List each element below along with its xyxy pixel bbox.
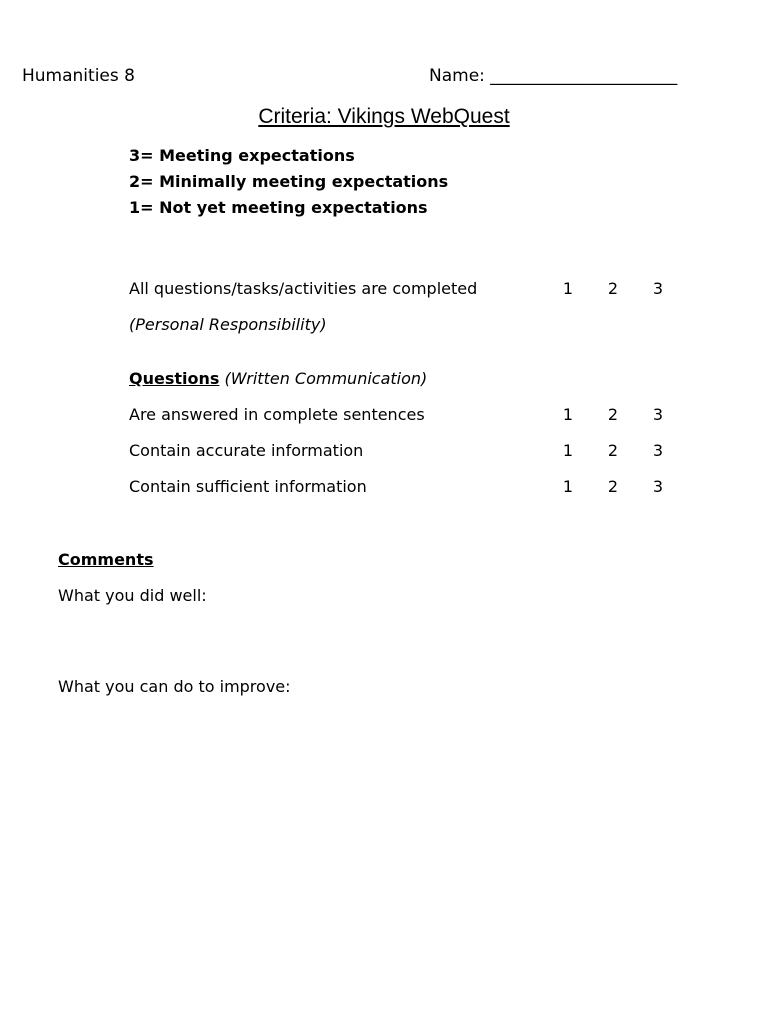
questions-heading-line (129, 369, 427, 388)
rating-1: 1 (562, 279, 574, 298)
rating-3: 3 (652, 441, 664, 460)
rating-1: 1 (562, 441, 574, 460)
rating-1: 1 (562, 405, 574, 424)
rating-3: 3 (652, 279, 664, 298)
category-personal-responsibility: (Personal Responsibility) (129, 315, 327, 334)
course-label: Humanities 8 (22, 66, 135, 86)
scale-item-1: 1= Not yet meeting expectations (129, 198, 428, 217)
scale-item-2: 2= Minimally meeting expectations (129, 172, 449, 191)
page-title: Criteria: Vikings WebQuest (258, 105, 510, 128)
criterion-complete-sentences: Are answered in complete sentences (129, 405, 425, 424)
questions-heading: Questions (129, 369, 220, 388)
rating-3: 3 (652, 477, 664, 496)
category-written-communication: (Written Communication) (224, 369, 428, 388)
criterion-sufficient-information: Contain sufficient information (129, 477, 367, 496)
criterion-accurate-information: Contain accurate information (129, 441, 364, 460)
comment-improve-label: What you can do to improve: (58, 677, 291, 696)
comments-heading: Comments (58, 550, 154, 569)
rating-2: 2 (607, 477, 619, 496)
scale-item-3: 3= Meeting expectations (129, 146, 355, 165)
rating-2: 2 (607, 441, 619, 460)
rating-2: 2 (607, 405, 619, 424)
rating-1: 1 (562, 477, 574, 496)
criterion-completed: All questions/tasks/activities are completed (129, 279, 478, 298)
comment-did-well-label: What you did well: (58, 586, 207, 605)
name-field-label: Name: ______________________ (429, 66, 678, 86)
rating-3: 3 (652, 405, 664, 424)
rating-2: 2 (607, 279, 619, 298)
